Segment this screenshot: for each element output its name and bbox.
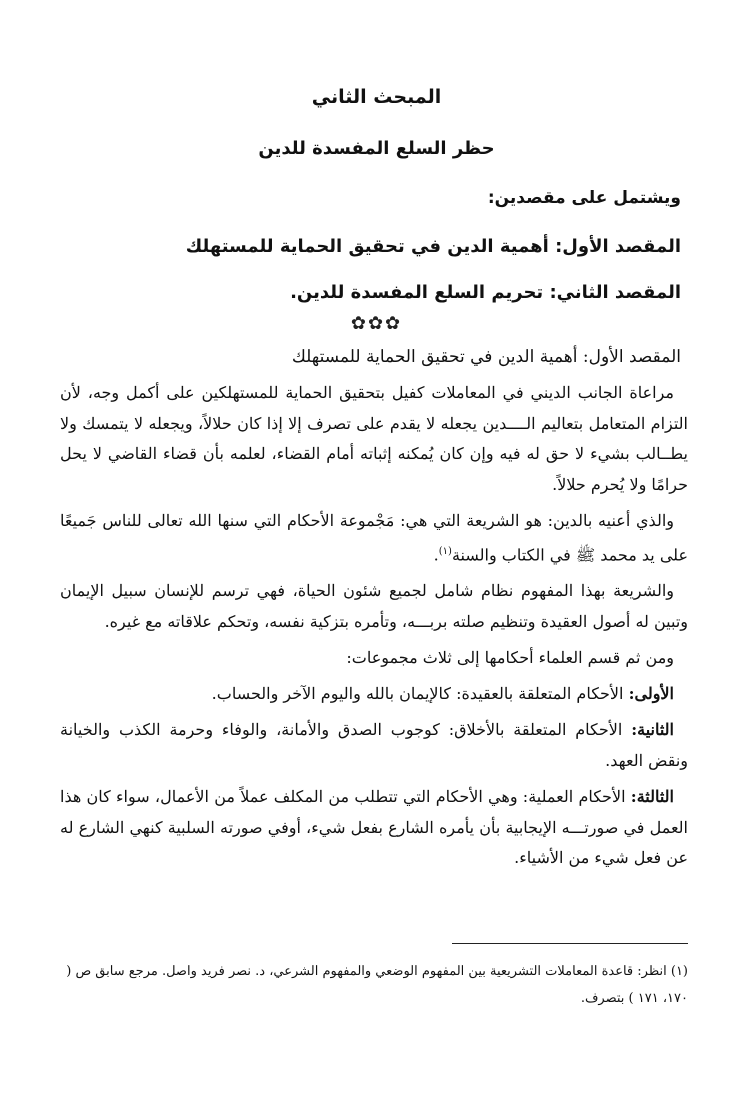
list-item xyxy=(60,679,688,709)
chapter-subtitle: حظر السلع المفسدة للدين xyxy=(258,138,495,159)
footnote: (١) انظر: قاعدة المعاملات التشريعية بين المفهوم الوضعي والمفهوم الشرعي، د. نصر فريد واصل. مرجع سابق ص ( ١٧٠، ١٧١ ) بتصرف. xyxy=(66,964,688,1006)
section-heading: المقصد الأول: أهمية الدين في تحقيق الحماية للمستهلك xyxy=(291,347,681,367)
intro-line: ويشتمل على مقصدين: xyxy=(487,188,681,208)
list-item xyxy=(60,715,688,776)
paragraph: والشريعة بهذا المفهوم نظام شامل لجميع شئون الحياة، فهي ترسم للإنسان سبيل الإيمان وتبين له أصول العقيدة وتنظيم صلته بربـــه، وتأمره بتزكية نفسه، وتحكم علاقاته مع غيره. xyxy=(60,581,688,631)
list-item-lead: الثالثة: xyxy=(630,787,674,807)
paragraph-text: والذي أعنيه بالدين: هو الشريعة التي هي: مَجْموعة الأحكام التي سنها الله تعالى للناس جَميعًا على يد محمد ﷺ في الكتاب والسنة xyxy=(60,511,688,564)
body-text xyxy=(60,378,688,880)
footnote-divider xyxy=(452,943,688,944)
list-item-lead: الأولى: xyxy=(628,684,674,704)
ornament-divider: ✿✿✿ xyxy=(350,313,403,334)
list-item-text: الأحكام المتعلقة بالأخلاق: كوجوب الصدق والأمانة، والوفاء وحرمة الكذب والخيانة ونقض العهد. xyxy=(60,720,688,770)
footnote-ref: (١) xyxy=(438,545,452,557)
list-item-text: الأحكام العملية: وهي الأحكام التي تتطلب من المكلف عملاً من الأعمال، سواء كان هذا العمل في صورتـــه الإيجابية بأن يأمره الشارع بفعل شيء، أوفي صورته السلبية كنهي الشارع له عن فعل شيء من الأشياء. xyxy=(60,787,688,868)
chapter-title: المبحث الثاني xyxy=(311,86,442,108)
paragraph: والذي أعنيه بالدين: هو الشريعة التي هي: مَجْموعة الأحكام التي سنها الله تعالى للناس جَميعًا على يد محمد ﷺ في الكتاب والسنة$^{(١)}$. xyxy=(60,511,688,564)
paragraph: ومن ثم قسم العلماء أحكامها إلى ثلاث مجموعات: xyxy=(346,648,674,668)
goal-first: المقصد الأول: أهمية الدين في تحقيق الحماية للمستهلك xyxy=(185,236,681,257)
list-item-text: الأحكام المتعلقة بالعقيدة: كالإيمان بالله واليوم الآخر والحساب. xyxy=(211,684,629,704)
paragraph: مراعاة الجانب الديني في المعاملات كفيل بتحقيق الحماية للمستهلكين على أكمل وجه، لأن التزام المتعامل بتعاليم الــــدين يجعله لا يقدم على تصرف إلا إذا كان حلالاً، ويجعله لا يتمسك ولا يطــالب بشيء لا حق له فيه وإن كان يُمكنه إثباته أمام القضاء، لعلمه بأن قضاء القاضي لا يحل حرامًا ولا يُحرم حلالاً. xyxy=(60,383,689,494)
goal-second: المقصد الثاني: تحريم السلع المفسدة للدين. xyxy=(290,282,681,303)
list-item-lead: الثانية: xyxy=(631,720,674,740)
list-item xyxy=(60,782,688,874)
